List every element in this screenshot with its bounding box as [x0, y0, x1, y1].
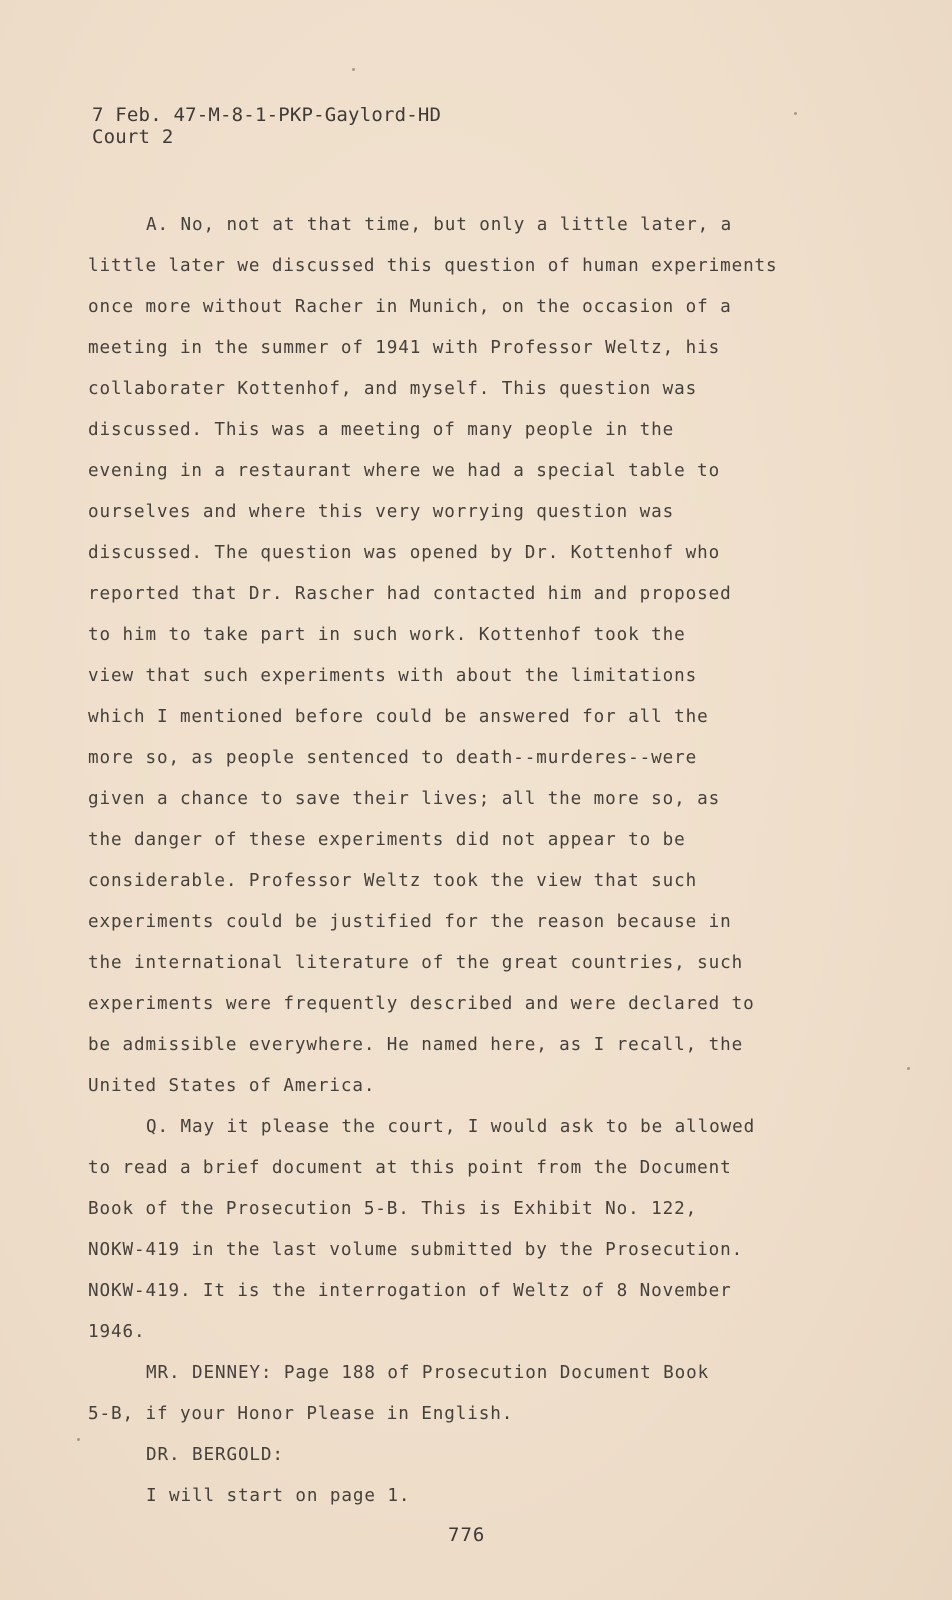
transcript-line: NOKW-419 in the last volume submitted by the Prosecution.	[88, 1240, 744, 1260]
transcript-line: 5-B, if your Honor Please in English.	[88, 1404, 514, 1424]
transcript-line: the danger of these experiments did not appear to be	[88, 830, 686, 850]
transcript-line: MR. DENNEY: Page 188 of Prosecution Document Book	[146, 1363, 710, 1383]
transcript-line: A. No, not at that time, but only a little later, a	[146, 215, 733, 235]
paper-speck	[352, 68, 355, 71]
transcript-line: once more without Racher in Munich, on the occasion of a	[88, 297, 732, 317]
transcript-line: be admissible everywhere. He named here, as I recall, the	[88, 1035, 744, 1055]
transcript-line: NOKW-419. It is the interrogation of Weltz of 8 November	[88, 1281, 732, 1301]
header-court-line: Court 2	[92, 126, 174, 148]
transcript-line: meeting in the summer of 1941 with Professor Weltz, his	[88, 338, 721, 358]
transcript-line: to read a brief document at this point from the Document	[88, 1158, 732, 1178]
transcript-body	[88, 205, 828, 1517]
transcript-line: view that such experiments with about the limitations	[88, 666, 698, 686]
transcript-line: DR. BERGOLD:	[146, 1445, 284, 1465]
transcript-line: discussed. This was a meeting of many people in the	[88, 420, 675, 440]
transcript-line: the international literature of the great countries, such	[88, 953, 744, 973]
transcript-line: I will start on page 1.	[146, 1486, 411, 1506]
document-header	[92, 104, 441, 148]
paper-speck	[907, 1067, 910, 1070]
paper-speck	[794, 112, 797, 115]
transcript-line: United States of America.	[88, 1076, 376, 1096]
transcript-line: little later we discussed this question of human experiments	[88, 256, 778, 276]
transcript-line: Q. May it please the court, I would ask to be allowed	[146, 1117, 756, 1137]
paper-speck	[77, 1438, 80, 1441]
transcript-line: collaborater Kottenhof, and myself. This question was	[88, 379, 698, 399]
transcript-line: discussed. The question was opened by Dr. Kottenhof who	[88, 543, 721, 563]
transcript-line: considerable. Professor Weltz took the view that such	[88, 871, 698, 891]
transcript-line: ourselves and where this very worrying question was	[88, 502, 675, 522]
transcript-line: experiments could be justified for the reason because in	[88, 912, 732, 932]
transcript-line: reported that Dr. Rascher had contacted him and proposed	[88, 584, 732, 604]
transcript-line: 1946.	[88, 1322, 146, 1342]
transcript-line: Book of the Prosecution 5-B. This is Exhibit No. 122,	[88, 1199, 698, 1219]
transcript-line: given a chance to save their lives; all the more so, as	[88, 789, 721, 809]
transcript-line: more so, as people sentenced to death--murderes--were	[88, 748, 698, 768]
transcript-line: to him to take part in such work. Kottenhof took the	[88, 625, 686, 645]
transcript-line: evening in a restaurant where we had a special table to	[88, 461, 721, 481]
page-number: 776	[448, 1524, 486, 1546]
transcript-line: experiments were frequently described and were declared to	[88, 994, 755, 1014]
transcript-line: which I mentioned before could be answered for all the	[88, 707, 709, 727]
header-reference-line: 7 Feb. 47-M-8-1-PKP-Gaylord-HD	[92, 104, 442, 126]
